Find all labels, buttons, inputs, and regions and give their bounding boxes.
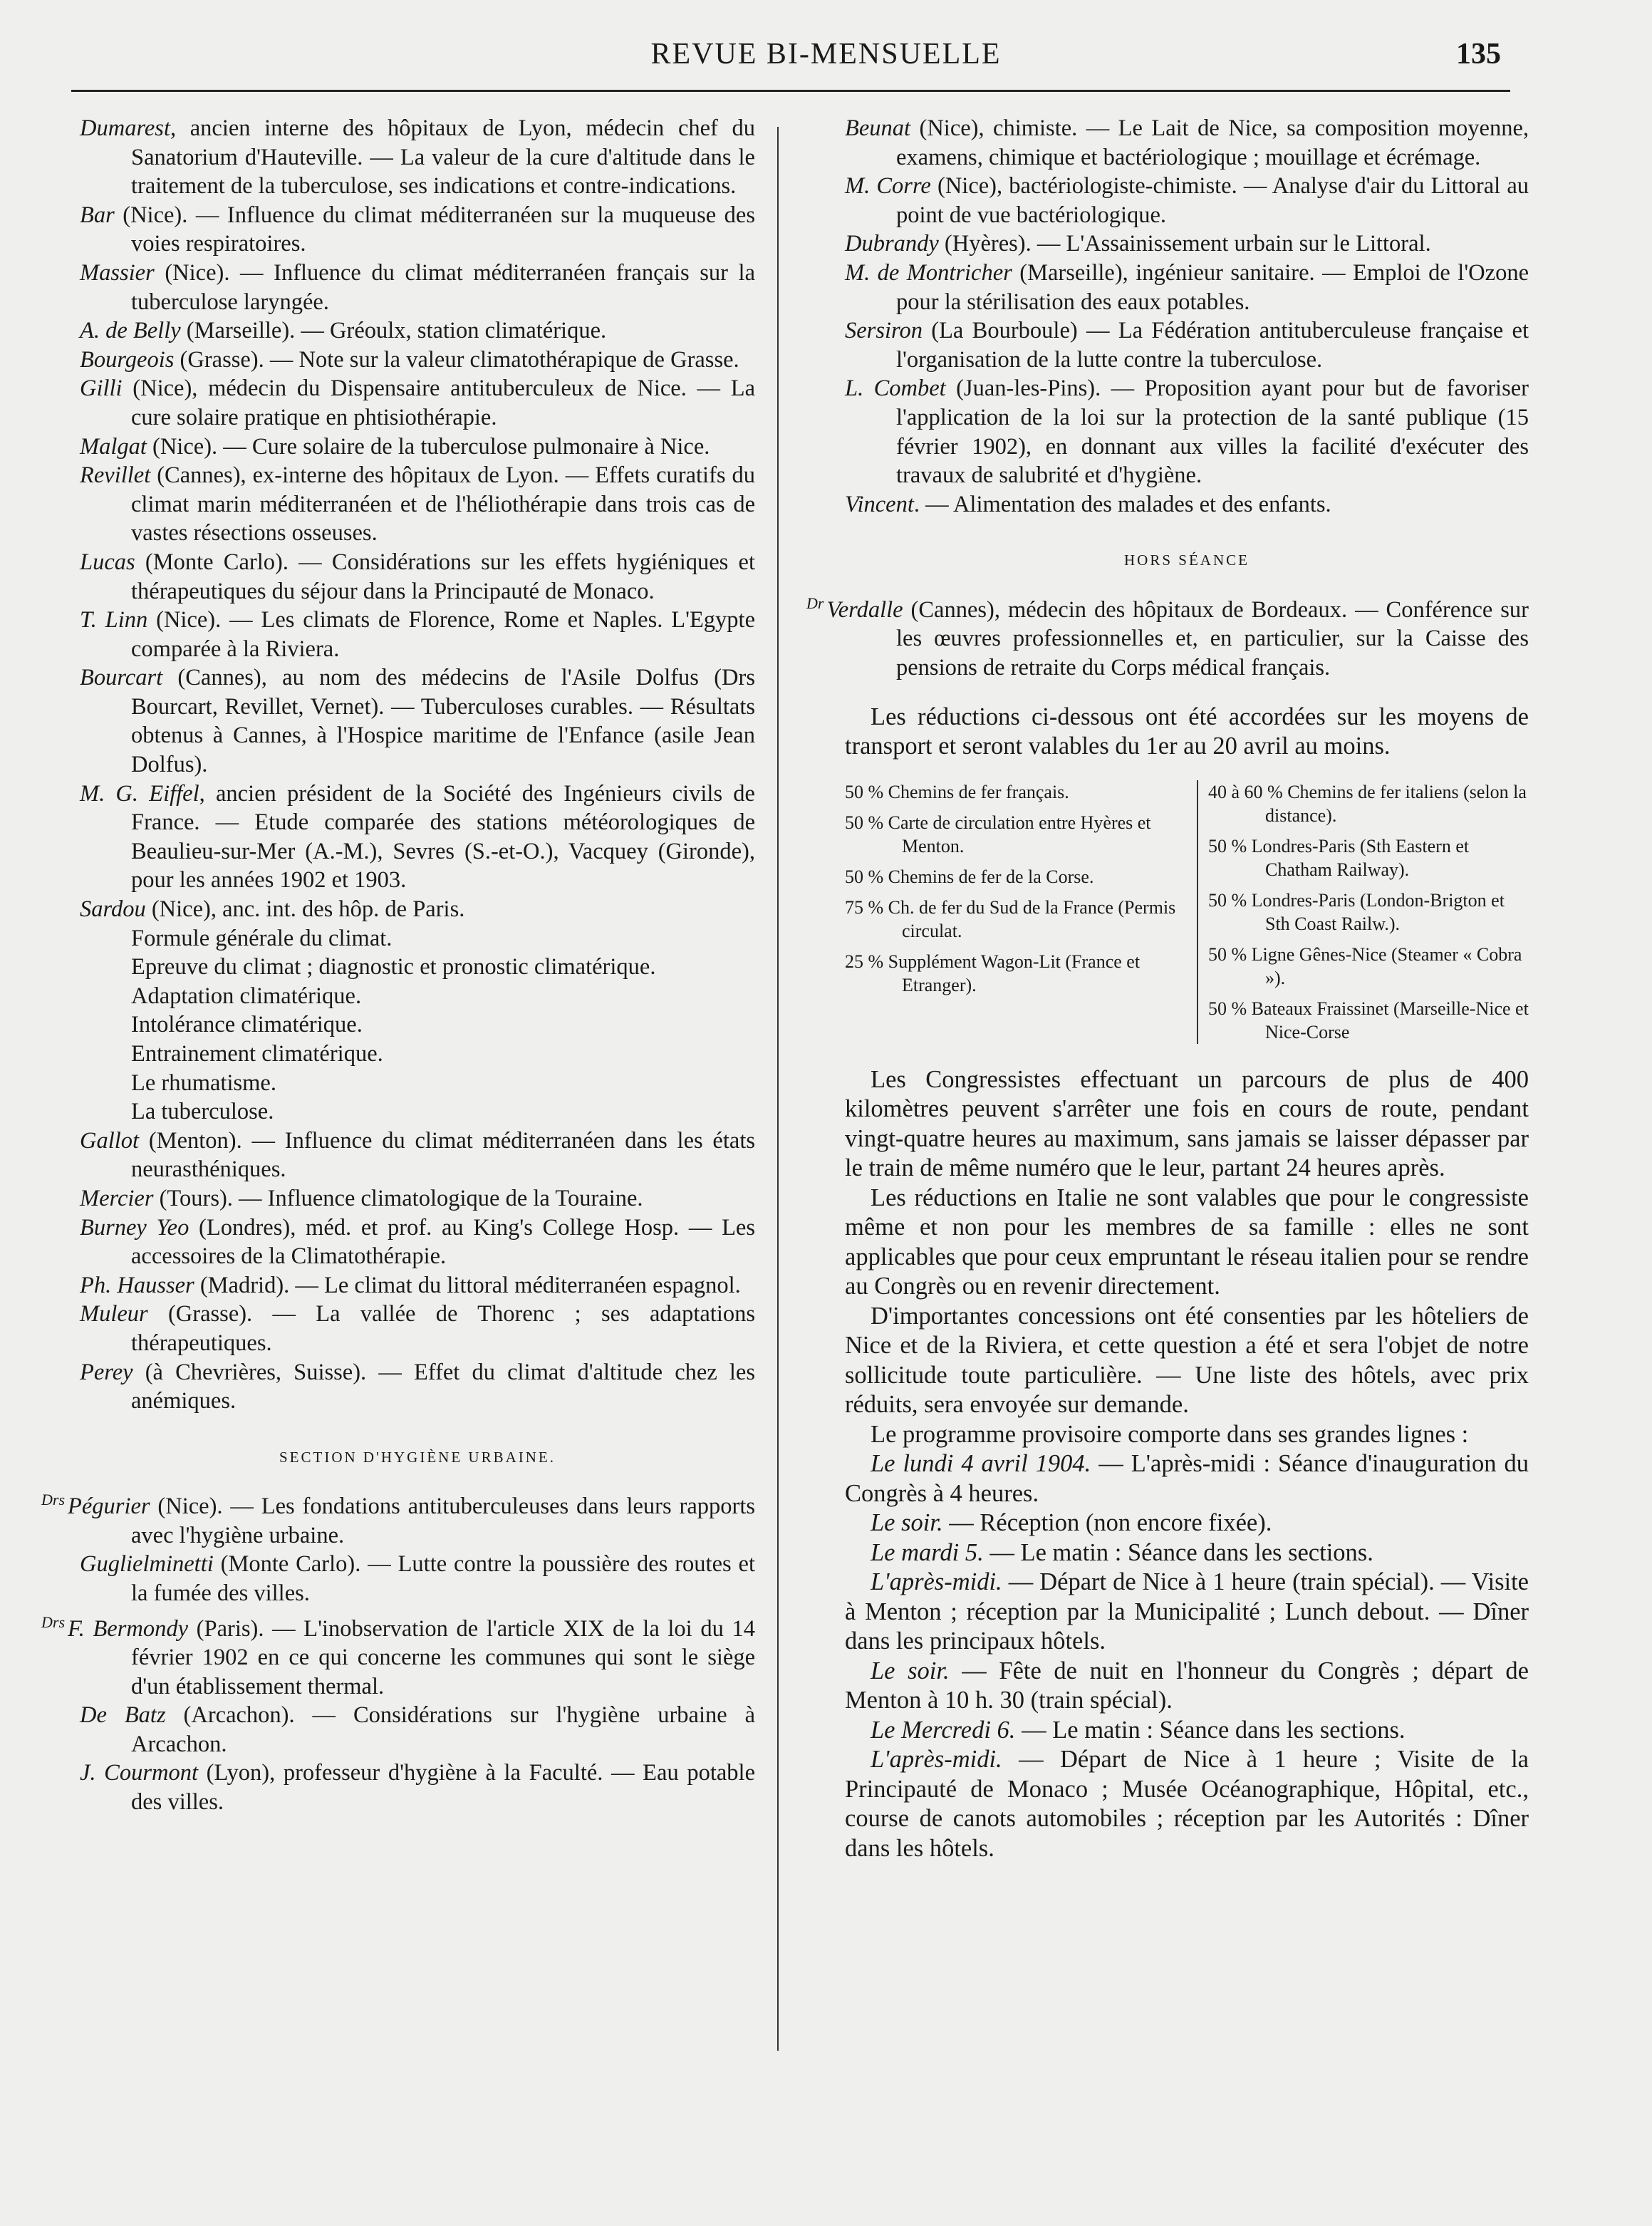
reduction-item: 50 % Chemins de fer de la Corse.: [845, 866, 1094, 887]
entry-text: (Nice). — Influence du climat méditerranéen français sur la tuberculose laryngée.: [131, 259, 755, 315]
right-entries: [845, 114, 1529, 519]
entry-name: Lucas: [80, 549, 135, 575]
entry: [80, 663, 755, 779]
left-entries-2: [80, 1127, 755, 1416]
entry-name: Bourcart: [80, 665, 163, 691]
entry-text: (Hyères). — L'Assainissement urbain sur le Littoral.: [938, 231, 1431, 257]
programme-list: [845, 1449, 1529, 1863]
reduction-item: 75 % Ch. de fer du Sud de la France (Permis circulat.: [845, 896, 1176, 941]
reduction-item: 50 % Ligne Gênes-Nice (Steamer « Cobra »).: [1208, 943, 1522, 988]
entry-text: (Paris). — L'inobservation de l'article XIX de la loi du 14 février 1902 en ce qui concerne les communes qui sont le siège d'un établissement thermal.: [131, 1615, 756, 1699]
entry-text: . — Alimentation des malades et des enfants.: [913, 491, 1331, 517]
entry: [80, 606, 755, 663]
entry-text: (Tours). — Influence climatologique de la Touraine.: [153, 1185, 643, 1211]
entry-text: (Marseille). — Gréoulx, station climatérique.: [180, 318, 607, 344]
entry-text: (Nice). — Les fondations antituberculeuses dans leurs rapports avec l'hygiène urbaine.: [131, 1494, 755, 1548]
reduction-item: 50 % Londres-Paris (Sth Eastern et Chatham Railway).: [1208, 835, 1470, 880]
entry-name: Gallot: [80, 1127, 140, 1154]
info-paragraphs: [845, 1065, 1529, 1450]
column-divider: [777, 127, 779, 2051]
entry: [845, 229, 1529, 259]
reductions-intro: Les réductions ci-dessous ont été accordées sur les moyens de transport et seront valables du 1er au 20 avril au moins.: [845, 703, 1529, 760]
programme-item: [845, 1449, 1529, 1508]
entry: [80, 1300, 755, 1357]
entry: [845, 259, 1529, 316]
sardou-topic: Adaptation climatérique.: [131, 983, 362, 1009]
entry-name: Mercier: [80, 1185, 154, 1211]
programme-item: [845, 1745, 1529, 1863]
entry: [80, 1358, 755, 1416]
entry-name: Beunat: [845, 115, 911, 141]
entry-prefix: Drs: [41, 1491, 66, 1509]
entry-name: Bar: [80, 202, 115, 228]
sardou-topic: Epreuve du climat ; diagnostic et pronostic climatérique.: [131, 954, 656, 980]
reductions-table: [845, 780, 1529, 1044]
entry-text: (Cannes), au nom des médecins de l'Asile Dolfus (Drs Bourcart, Revillet, Vernet). — Tuberculoses curables. — Résultats obtenus à Cannes, à l'Hospice maritime de l'Enfance (asile Jean Dolfus).: [131, 665, 755, 778]
entry-text: (Juan-les-Pins). — Proposition ayant pour but de favoriser l'application de la loi sur la protection de la santé publique (15 février 1902), en donnant aux villes la facilité d'exécuter des travaux de salubrité et d'hygiène.: [896, 376, 1529, 489]
paragraph: Le programme provisoire comporte dans ses grandes lignes :: [871, 1420, 1469, 1448]
programme-text: — Le matin : Séance dans les sections.: [983, 1538, 1373, 1566]
programme-item: [845, 1508, 1529, 1538]
entry-name: Dumarest: [80, 115, 170, 141]
entry-text: (Madrid). — Le climat du littoral méditerranéen espagnol.: [194, 1272, 741, 1298]
sardou-topic: Intolérance climatérique.: [131, 1012, 363, 1038]
programme-text: — Départ de Nice à 1 heure (train spécial). — Visite à Menton ; réception par la Municipalité ; Lunch debout. — Dîner dans les principaux hôtels.: [845, 1568, 1529, 1655]
programme-text: — Départ de Nice à 1 heure ; Visite de la Principauté de Monaco ; Musée Océanographique, Hôpital, etc., course de canots automobiles ; réception par les Autorités : Dîner dans les hôtels.: [845, 1746, 1529, 1862]
entry-text: (Cannes), médecin des hôpitaux de Bordeaux. — Conférence sur les œuvres professionnelles et, en particulier, sur la Caisse des pensions de retraite du Corps médical français.: [896, 596, 1529, 680]
sardou-topic: La tuberculose.: [131, 1099, 274, 1125]
entry-name: Sersiron: [845, 318, 923, 344]
entry-name: J. Courmont: [80, 1760, 199, 1786]
entry-text: (Nice), chimiste. — Le Lait de Nice, sa composition moyenne, examens, chimique et bactériologique ; mouillage et écrémage.: [896, 115, 1529, 170]
entry-name: Sardou: [80, 896, 146, 923]
sardou-topic: Le rhumatisme.: [131, 1070, 276, 1096]
entry-name: Gilli: [80, 376, 123, 402]
entry-text: (Nice). — Influence du climat méditerranéen sur la muqueuse des voies respiratoires.: [114, 202, 755, 257]
entry-text: (Nice), médecin du Dispensaire antituberculeux de Nice. — La cure solaire pratique en phtisiothérapie.: [122, 376, 755, 430]
reduction-item: 50 % Londres-Paris (London-Brigton et Sth Coast Railw.).: [1208, 889, 1505, 934]
entry-name: Bourgeois: [80, 346, 175, 373]
entry-name: Perey: [80, 1359, 133, 1385]
programme-lead: Le soir.: [871, 1509, 943, 1537]
left-entries: [80, 114, 755, 924]
entry-text: (Londres), méd. et prof. au King's College Hosp. — Les accessoires de la Climatothérapie.: [131, 1214, 755, 1270]
entry-name: Verdalle: [826, 596, 903, 623]
entry: [80, 780, 755, 895]
entry: [41, 1486, 755, 1550]
programme-item: [845, 1657, 1529, 1716]
entry-prefix: Drs: [41, 1612, 66, 1631]
hors-seance-heading: HORS SÉANCE: [1124, 552, 1250, 569]
sardou-topics: [80, 924, 755, 1127]
sardou-topic: Entrainement climatérique.: [131, 1041, 383, 1067]
programme-lead: Le Mercredi 6.: [871, 1716, 1016, 1744]
entry-name: De Batz: [80, 1702, 166, 1729]
entry-text: , ancien interne des hôpitaux de Lyon, médecin chef du Sanatorium d'Hauteville. — La valeur de la cure d'altitude dans le traitement de la tuberculose, ses indications et contre-indications.: [131, 115, 755, 200]
reduction-item: 40 à 60 % Chemins de fer italiens (selon la distance).: [1208, 781, 1527, 826]
entry-text: (Marseille), ingénieur sanitaire. — Emploi de l'Ozone pour la stérilisation des eaux potables.: [896, 259, 1529, 315]
entry-name: A. de Belly: [80, 318, 181, 344]
right-column: [806, 114, 1529, 1863]
page-number: 135: [1456, 38, 1501, 71]
entry-text: (à Chevrières, Suisse). — Effet du climat d'altitude chez les anémiques.: [131, 1359, 755, 1414]
entry: [845, 114, 1529, 172]
entry-text: (La Bourboule) — La Fédération antituberculeuse française et l'organisation de la lutte contre la tuberculose.: [896, 318, 1529, 373]
entry-name: F. Bermondy: [68, 1615, 189, 1642]
programme-lead: L'après-midi.: [871, 1568, 1002, 1596]
entry: [80, 114, 755, 201]
verdalle-entry: [806, 589, 1529, 683]
entry: [80, 433, 755, 462]
entry-text: (Lyon), professeur d'hygiène à la Faculté. — Eau potable des villes.: [131, 1760, 756, 1815]
entry-text: (Nice), bactériologiste-chimiste. — Analyse d'air du Littoral au point de vue bactériologique.: [896, 173, 1529, 228]
paragraph: Les Congressistes effectuant un parcours de plus de 400 kilomètres peuvent s'arrêter une fois en cours de route, pendant vingt-quatre heures au maximum, sans jamais se laisser dépasser par le train de même numéro que le leur, partant 24 heures après.: [845, 1065, 1529, 1182]
entry-name: Dubrandy: [845, 231, 939, 257]
entry-name: Ph. Hausser: [80, 1272, 194, 1298]
programme-text: — L'après-midi : Séance d'inauguration du Congrès à 4 heures.: [845, 1450, 1529, 1507]
page-header: [0, 37, 1652, 80]
entry: [845, 490, 1529, 519]
entry-name: L. Combet: [845, 376, 946, 402]
reduction-item: 25 % Supplément Wagon-Lit (France et Etranger).: [845, 951, 1141, 995]
reduction-item: 50 % Carte de circulation entre Hyères et Menton.: [845, 812, 1151, 856]
programme-lead: Le soir.: [871, 1657, 950, 1684]
sardou-topic: Formule générale du climat.: [131, 925, 393, 951]
entry: [80, 346, 755, 375]
entry-text: (Nice), anc. int. des hôp. de Paris.: [145, 896, 465, 923]
entry-text: (Monte Carlo). — Lutte contre la poussière des routes et la fumée des villes.: [131, 1551, 755, 1606]
entry-text: (Arcachon). — Considérations sur l'hygiène urbaine à Arcachon.: [131, 1702, 755, 1757]
entry: [80, 1184, 755, 1213]
entry: [80, 1271, 755, 1300]
entry-name: Massier: [80, 259, 155, 286]
hygiene-entries: [41, 1486, 756, 1816]
entry-name: Guglielminetti: [80, 1551, 214, 1578]
entry-text: , ancien président de la Société des Ingénieurs civils de France. — Etude comparée des stations météorologiques de Beaulieu-sur-Mer (A.-M.), Sevres (S.-et-O.), Vacquey (Gironde), pour les années 1902 et 1903.: [131, 780, 755, 894]
entry: [80, 1213, 755, 1271]
programme-lead: Le lundi 4 avril 1904.: [871, 1450, 1091, 1478]
entry: [845, 172, 1529, 229]
entry: [80, 895, 755, 924]
programme-item: [845, 1538, 1529, 1568]
entry-text: (Nice). — Les climats de Florence, Rome et Naples. L'Egypte comparée à la Riviera.: [131, 607, 755, 662]
entry-name: M. Corre: [845, 173, 931, 200]
entry-name: Muleur: [80, 1301, 148, 1327]
programme-text: — Le matin : Séance dans les sections.: [1015, 1716, 1406, 1744]
entry: [80, 461, 755, 548]
entry: [80, 259, 755, 316]
entry-text: (Cannes), ex-interne des hôpitaux de Lyon. — Effets curatifs du climat marin méditerranéen et de l'héliothérapie dans trois cas de vastes résections osseuses.: [131, 462, 755, 547]
entry: [845, 374, 1529, 490]
entry: [80, 374, 755, 432]
entry: [80, 1550, 755, 1608]
entry: [41, 1608, 756, 1702]
entry-name: M. de Montricher: [845, 259, 1012, 286]
entry: [80, 1701, 755, 1759]
entry-text: (Monte Carlo). — Considérations sur les effets hygiéniques et thérapeutiques du séjour dans la Principauté de Monaco.: [131, 549, 755, 604]
left-column: [41, 114, 756, 1817]
reduction-item: 50 % Chemins de fer français.: [845, 781, 1069, 802]
entry: [845, 316, 1529, 374]
programme-lead: Le mardi 5.: [871, 1538, 984, 1566]
entry: [80, 548, 755, 606]
entry-name: Malgat: [80, 433, 147, 460]
entry-name: Vincent: [845, 491, 914, 517]
programme-text: — Réception (non encore fixée).: [942, 1509, 1272, 1537]
entry-text: (Nice). — Cure solaire de la tuberculose pulmonaire à Nice.: [146, 433, 710, 460]
entry-name: Pégurier: [68, 1494, 150, 1520]
entry: [80, 1759, 755, 1816]
entry-name: Revillet: [80, 462, 151, 489]
reduction-item: 50 % Bateaux Fraissinet (Marseille-Nice et Nice-Corse: [1208, 998, 1529, 1042]
programme-text: — Fête de nuit en l'honneur du Congrès ; départ de Menton à 10 h. 30 (train spécial).: [845, 1657, 1529, 1714]
programme-item: [845, 1568, 1529, 1657]
entry: [80, 1127, 755, 1184]
paragraph: Les réductions en Italie ne sont valables que pour le congressiste même et non pour les membres de sa famille : elles ne sont applicables que pour ceux empruntant le réseau italien pour se rendre au Congrès ou en revenir directement.: [845, 1184, 1529, 1300]
paragraph: D'importantes concessions ont été consenties par les hôteliers de Nice et de la Riviera, et cette question a été et sera l'objet de notre sollicitude toute particulière. — Une liste des hôtels, avec prix réduits, sera envoyée sur demande.: [845, 1302, 1529, 1419]
entry-name: T. Linn: [80, 607, 148, 633]
programme-lead: L'après-midi.: [871, 1746, 1002, 1774]
entry-text: (Grasse). — La vallée de Thorenc ; ses adaptations thérapeutiques.: [131, 1301, 755, 1356]
entry: [80, 316, 755, 346]
entry-name: M. G. Eiffel: [80, 780, 199, 807]
header-rule: [71, 90, 1510, 92]
entry-prefix: Dr: [806, 594, 824, 612]
reductions-left: [845, 780, 1177, 1044]
entry: [80, 201, 755, 259]
section-hygiene-heading: SECTION D'HYGIÈNE URBAINE.: [279, 1448, 556, 1466]
entry-text: (Grasse). — Note sur la valeur climatothérapique de Grasse.: [174, 346, 739, 373]
programme-item: [845, 1716, 1529, 1746]
entry-name: Burney Yeo: [80, 1214, 189, 1241]
entry-text: (Menton). — Influence du climat méditerranéen dans les états neurasthéniques.: [131, 1127, 755, 1183]
reductions-right: [1197, 780, 1529, 1044]
journal-title: REVUE BI-MENSUELLE: [650, 38, 1002, 71]
